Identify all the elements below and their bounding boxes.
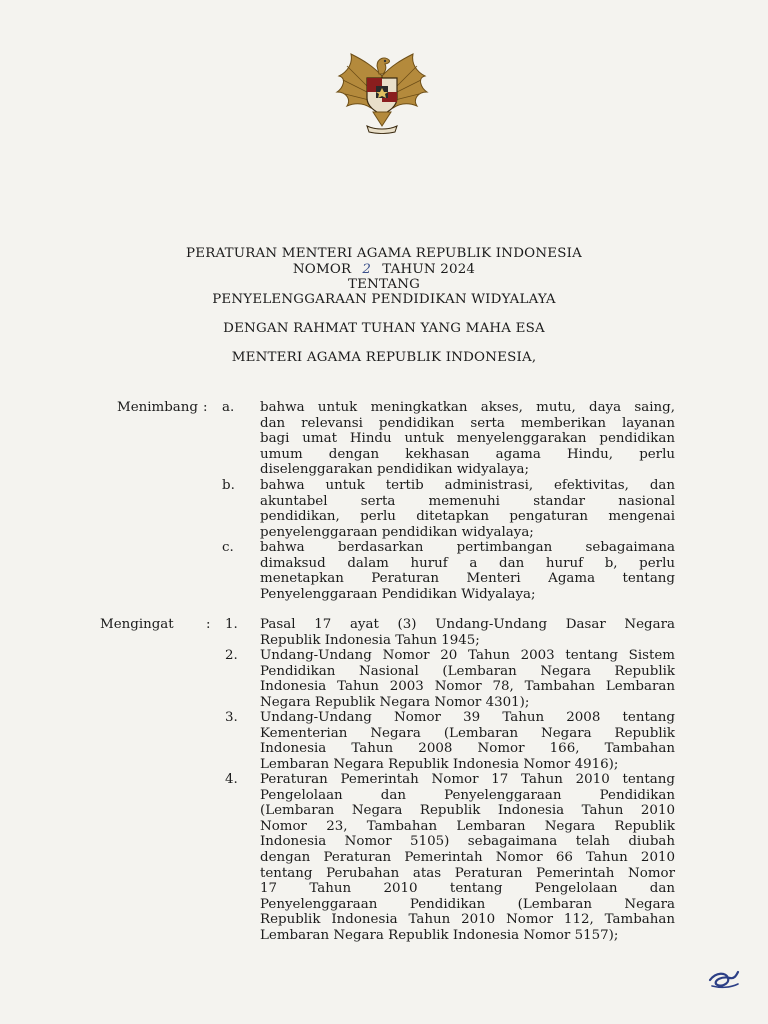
item-line: Indonesia Tahun 2008 Nomor 166, Tambahan — [260, 741, 675, 757]
mengingat-item-3 — [222, 710, 675, 772]
item-line: penyelenggaraan pendidikan widyalaya; — [260, 524, 534, 540]
menimbang-item-c — [222, 540, 675, 602]
item-marker: 3. — [225, 710, 238, 725]
item-line: bahwa berdasarkan pertimbangan sebagaimana — [260, 540, 675, 555]
item-line: bahwa untuk tertib administrasi, efektivitas, dan — [260, 478, 675, 493]
paraf-initial-mark — [706, 966, 742, 992]
mengingat-item-2 — [222, 648, 675, 710]
item-line: Lembaran Negara Republik Indonesia Nomor 5157); — [260, 927, 619, 943]
nomor-value: 2 — [362, 262, 372, 277]
item-line: menetapkan Peraturan Menteri Agama tentang — [260, 571, 675, 587]
blessing-line: DENGAN RAHMAT TUHAN YANG MAHA ESA — [223, 321, 545, 336]
item-line: Undang-Undang Nomor 39 Tahun 2008 tentang — [260, 710, 675, 725]
item-line: 17 Tahun 2010 tentang Pengelolaan dan — [260, 881, 675, 897]
mengingat-label: Mengingat — [100, 617, 174, 632]
menimbang-colon: : — [203, 400, 208, 415]
item-line: (Lembaran Negara Republik Indonesia Tahun 2010 — [260, 803, 675, 819]
nomor-year: TAHUN 2024 — [382, 262, 476, 277]
item-line: dan relevansi pendidikan serta memberikan layanan — [260, 415, 675, 431]
item-line: dimaksud dalam huruf a dan huruf b, perlu — [260, 555, 675, 571]
item-marker: 2. — [225, 648, 238, 663]
item-line: diselenggarakan pendidikan widyalaya; — [260, 462, 529, 478]
item-line: Indonesia Nomor 5105) sebagaimana telah diubah — [260, 834, 675, 850]
item-line: Pengelolaan dan Penyelenggaraan Pendidikan — [260, 787, 675, 803]
regulation-subject: PENYELENGGARAAN PENDIDIKAN WIDYALAYA — [212, 292, 556, 307]
item-line: dengan Peraturan Pemerintah Nomor 66 Tahun 2010 — [260, 849, 675, 865]
item-marker: 1. — [225, 617, 238, 632]
item-line: bahwa untuk meningkatkan akses, mutu, daya saing, — [260, 400, 675, 415]
item-line: Pasal 17 ayat (3) Undang-Undang Dasar Negara — [260, 617, 675, 632]
item-line: Negara Republik Negara Nomor 4301); — [260, 694, 530, 710]
item-line: Republik Indonesia Tahun 1945; — [260, 632, 480, 648]
item-line: tentang Perubahan atas Peraturan Pemerintah Nomor — [260, 865, 675, 881]
nomor-prefix: NOMOR — [292, 262, 352, 277]
item-line: Penyelenggaraan Pendidikan (Lembaran Negara — [260, 896, 675, 912]
item-marker: a. — [222, 400, 235, 415]
item-line: Republik Indonesia Tahun 2010 Nomor 112, Tambahan — [260, 912, 675, 928]
item-line: Undang-Undang Nomor 20 Tahun 2003 tentang Sistem — [260, 648, 675, 663]
item-line: umum dengan kekhasan agama Hindu, perlu — [260, 446, 675, 462]
menimbang-item-a — [222, 400, 675, 478]
item-line: Nomor 23, Tambahan Lembaran Negara Republik — [260, 818, 675, 834]
item-line: Pendidikan Nasional (Lembaran Negara Republik — [260, 663, 675, 679]
regulation-tentang: TENTANG — [347, 277, 421, 292]
mengingat-colon: : — [206, 617, 211, 632]
minister-line: MENTERI AGAMA REPUBLIK INDONESIA, — [231, 350, 537, 365]
regulation-title: PERATURAN MENTERI AGAMA REPUBLIK INDONESIA — [186, 246, 582, 261]
mengingat-item-4 — [222, 772, 675, 944]
item-line: akuntabel serta memenuhi standar nasional — [260, 493, 675, 509]
item-line: bagi umat Hindu untuk menyelenggarakan pendidikan — [260, 431, 675, 447]
item-line: Lembaran Negara Republik Indonesia Nomor 4916); — [260, 756, 619, 772]
item-marker: c. — [222, 540, 234, 555]
menimbang-label: Menimbang — [117, 400, 198, 415]
mengingat-item-1 — [222, 617, 675, 648]
item-line: Peraturan Pemerintah Nomor 17 Tahun 2010 tentang — [260, 772, 675, 787]
item-line: Penyelenggaraan Pendidikan Widyalaya; — [260, 586, 536, 602]
item-line: pendidikan, perlu ditetapkan pengaturan mengenai — [260, 509, 675, 525]
item-marker: b. — [222, 478, 235, 493]
menimbang-item-b — [222, 478, 675, 540]
item-marker: 4. — [225, 772, 238, 787]
item-line: Indonesia Tahun 2003 Nomor 78, Tambahan Lembaran — [260, 679, 675, 695]
garuda-emblem — [333, 46, 431, 138]
regulation-number — [0, 262, 768, 278]
item-line: Kementerian Negara (Lembaran Negara Republik — [260, 725, 675, 741]
